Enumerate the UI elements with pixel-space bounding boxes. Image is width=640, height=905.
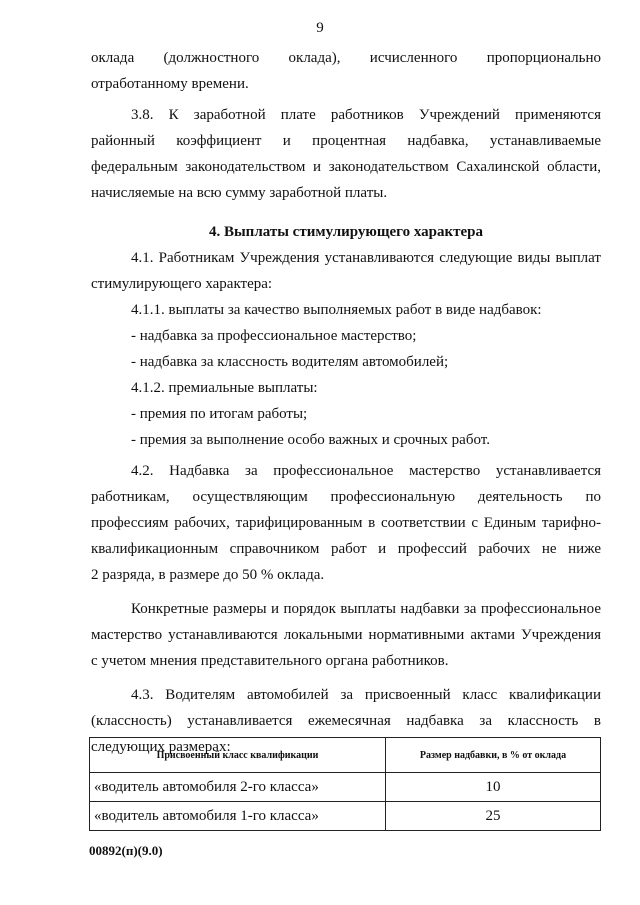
payments-list	[91, 297, 601, 453]
p43-line-3: следующих размерах:	[91, 739, 231, 755]
paragraph-4-2-b	[91, 596, 601, 674]
p42-line-4: квалификационным справочником работ и профессий рабочих не ниже	[91, 541, 601, 557]
p42b-line-2: мастерство устанавливаются локальными нормативными актами Учреждения	[91, 627, 601, 643]
list-item: 4.1.2. премиальные выплаты:	[131, 380, 318, 396]
table-header-cell: Размер надбавки, в % от оклада	[386, 738, 601, 773]
p43-line-1: 4.3. Водителям автомобилей за присвоенный класс квалификации	[131, 687, 601, 703]
intro-line-1: оклада (должностного оклада), исчисленного пропорционально	[91, 50, 601, 66]
table-row	[90, 802, 601, 831]
class-allowance-table	[89, 737, 601, 831]
p41-line-2: стимулирующего характера:	[91, 276, 273, 292]
table-cell: «водитель автомобиля 1-го класса»	[90, 802, 386, 831]
p43-line-2: (классность) устанавливается ежемесячная надбавка за классность в	[91, 713, 601, 729]
list-item: - премия по итогам работы;	[131, 406, 308, 422]
p42-line-1: 4.2. Надбавка за профессиональное мастерство устанавливается	[131, 463, 601, 479]
p38-line-1: 3.8. К заработной плате работников Учреждений применяются	[131, 107, 601, 123]
p42b-line-1: Конкретные размеры и порядок выплаты надбавки за профессиональное	[131, 601, 601, 617]
table-cell: 25	[386, 802, 601, 831]
p38-line-3: федеральным законодательством и законодательством Сахалинской области,	[91, 159, 601, 175]
section-title: 4. Выплаты стимулирующего характера	[208, 224, 484, 240]
paragraph-3-8	[91, 102, 601, 206]
p41-line-1: 4.1. Работникам Учреждения устанавливаются следующие виды выплат	[131, 250, 601, 266]
list-item: - надбавка за классность водителям автомобилей;	[131, 354, 449, 370]
table-cell: 10	[386, 773, 601, 802]
paragraph-4-1	[91, 245, 601, 297]
p42-line-2: работникам, осуществляющим профессиональную деятельность по	[91, 489, 601, 505]
intro-line-2: отработанному времени.	[91, 76, 249, 92]
list-item: - надбавка за профессиональное мастерство;	[131, 328, 417, 344]
table-row	[90, 773, 601, 802]
table-header-row	[90, 738, 601, 773]
list-item: - премия за выполнение особо важных и срочных работ.	[131, 432, 490, 448]
page-number: 9	[316, 20, 324, 36]
table-header-cell: Присвоенный класс квалификации	[90, 738, 386, 773]
p42-line-3: профессиям рабочих, тарифицированным в соответствии с Единым тарифно-	[91, 515, 601, 531]
document-code: 00892(п)(9.0)	[89, 843, 163, 858]
paragraph-4-2	[91, 458, 601, 588]
p42b-line-3: с учетом мнения представительного органа работников.	[91, 653, 449, 669]
page-body	[91, 45, 601, 760]
list-item: 4.1.1. выплаты за качество выполняемых работ в виде надбавок:	[131, 302, 542, 318]
p42-line-5: 2 разряда, в размере до 50 % оклада.	[91, 567, 325, 583]
p38-line-4: начисляемые на всю сумму заработной платы.	[91, 185, 388, 201]
p38-line-2: районный коэффициент и процентная надбавка, устанавливаемые	[91, 133, 601, 149]
table-cell: «водитель автомобиля 2-го класса»	[90, 773, 386, 802]
